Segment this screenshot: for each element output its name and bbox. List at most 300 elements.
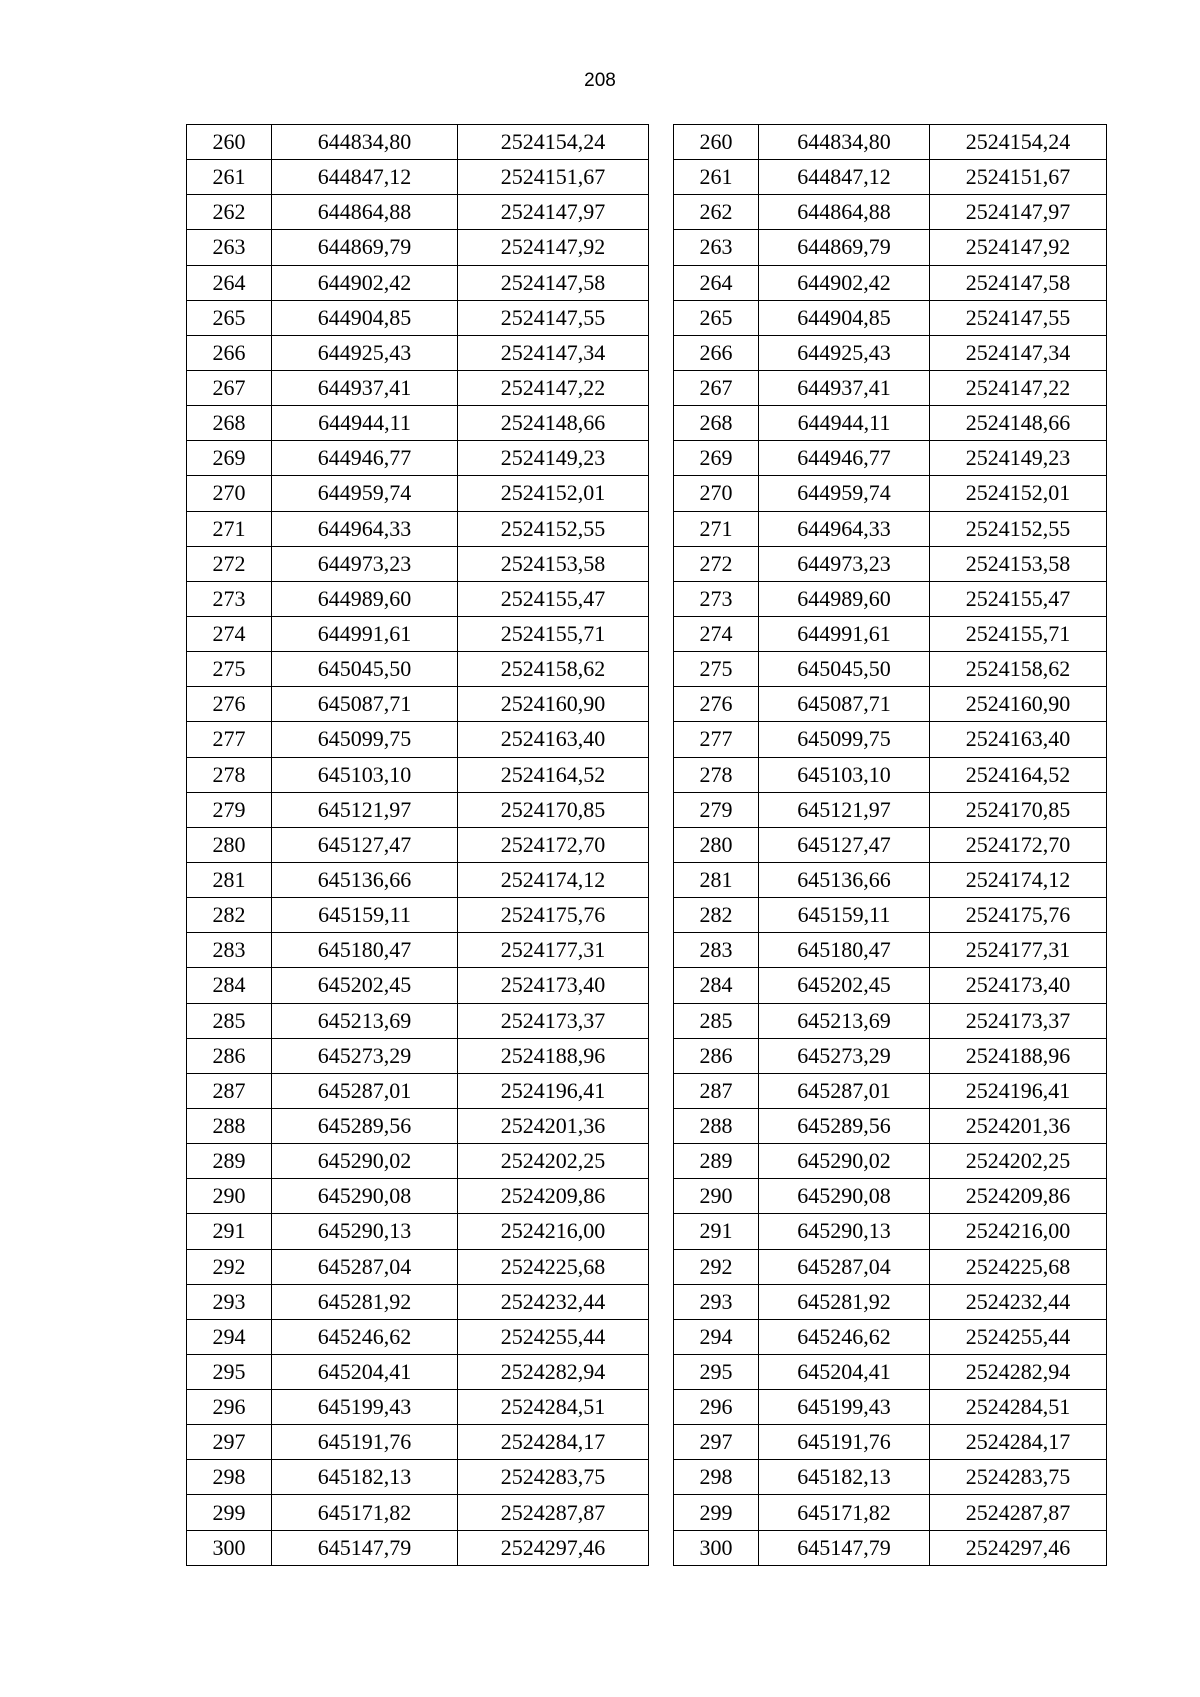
y-coordinate-cell: 2524160,90 bbox=[930, 687, 1107, 722]
point-number-cell: 274 bbox=[187, 616, 272, 651]
y-coordinate-cell: 2524163,40 bbox=[458, 722, 649, 757]
x-coordinate-cell: 645289,56 bbox=[759, 1108, 930, 1143]
point-number-cell: 265 bbox=[187, 300, 272, 335]
x-coordinate-cell: 645199,43 bbox=[759, 1390, 930, 1425]
y-coordinate-cell: 2524152,55 bbox=[458, 511, 649, 546]
y-coordinate-cell: 2524283,75 bbox=[930, 1460, 1107, 1495]
point-number-cell: 291 bbox=[187, 1214, 272, 1249]
x-coordinate-cell: 645045,50 bbox=[759, 652, 930, 687]
y-coordinate-cell: 2524209,86 bbox=[458, 1179, 649, 1214]
coordinates-table-left bbox=[186, 124, 649, 1566]
y-coordinate-cell: 2524148,66 bbox=[930, 406, 1107, 441]
table-row bbox=[674, 687, 1107, 722]
y-coordinate-cell: 2524172,70 bbox=[930, 827, 1107, 862]
point-number-cell: 300 bbox=[187, 1530, 272, 1565]
point-number-cell: 290 bbox=[187, 1179, 272, 1214]
table-row bbox=[674, 441, 1107, 476]
table-row bbox=[187, 300, 649, 335]
y-coordinate-cell: 2524177,31 bbox=[458, 933, 649, 968]
table-row bbox=[187, 616, 649, 651]
x-coordinate-cell: 645147,79 bbox=[759, 1530, 930, 1565]
table-row bbox=[674, 476, 1107, 511]
point-number-cell: 280 bbox=[187, 827, 272, 862]
point-number-cell: 274 bbox=[674, 616, 759, 651]
point-number-cell: 261 bbox=[187, 160, 272, 195]
x-coordinate-cell: 644847,12 bbox=[272, 160, 458, 195]
y-coordinate-cell: 2524147,34 bbox=[930, 335, 1107, 370]
x-coordinate-cell: 645045,50 bbox=[272, 652, 458, 687]
table-row bbox=[187, 230, 649, 265]
point-number-cell: 277 bbox=[187, 722, 272, 757]
point-number-cell: 270 bbox=[674, 476, 759, 511]
table-body bbox=[187, 125, 649, 1566]
y-coordinate-cell: 2524284,51 bbox=[458, 1390, 649, 1425]
table-row bbox=[674, 827, 1107, 862]
x-coordinate-cell: 645147,79 bbox=[272, 1530, 458, 1565]
y-coordinate-cell: 2524158,62 bbox=[458, 652, 649, 687]
y-coordinate-cell: 2524175,76 bbox=[930, 898, 1107, 933]
x-coordinate-cell: 644946,77 bbox=[759, 441, 930, 476]
x-coordinate-cell: 645273,29 bbox=[759, 1038, 930, 1073]
y-coordinate-cell: 2524151,67 bbox=[930, 160, 1107, 195]
y-coordinate-cell: 2524154,24 bbox=[930, 125, 1107, 160]
y-coordinate-cell: 2524148,66 bbox=[458, 406, 649, 441]
y-coordinate-cell: 2524201,36 bbox=[930, 1108, 1107, 1143]
point-number-cell: 298 bbox=[674, 1460, 759, 1495]
table-row bbox=[674, 862, 1107, 897]
y-coordinate-cell: 2524147,58 bbox=[930, 265, 1107, 300]
point-number-cell: 284 bbox=[187, 968, 272, 1003]
table-row bbox=[187, 125, 649, 160]
point-number-cell: 266 bbox=[674, 335, 759, 370]
table-row bbox=[187, 687, 649, 722]
table-row bbox=[187, 1038, 649, 1073]
table-row bbox=[674, 1179, 1107, 1214]
table-row bbox=[674, 160, 1107, 195]
x-coordinate-cell: 645121,97 bbox=[759, 792, 930, 827]
table-row bbox=[187, 968, 649, 1003]
point-number-cell: 286 bbox=[187, 1038, 272, 1073]
table-row bbox=[674, 406, 1107, 441]
y-coordinate-cell: 2524232,44 bbox=[458, 1284, 649, 1319]
x-coordinate-cell: 644989,60 bbox=[759, 581, 930, 616]
x-coordinate-cell: 644937,41 bbox=[759, 370, 930, 405]
x-coordinate-cell: 645273,29 bbox=[272, 1038, 458, 1073]
y-coordinate-cell: 2524147,97 bbox=[930, 195, 1107, 230]
x-coordinate-cell: 645159,11 bbox=[272, 898, 458, 933]
x-coordinate-cell: 645199,43 bbox=[272, 1390, 458, 1425]
x-coordinate-cell: 645290,08 bbox=[272, 1179, 458, 1214]
y-coordinate-cell: 2524209,86 bbox=[930, 1179, 1107, 1214]
x-coordinate-cell: 644834,80 bbox=[759, 125, 930, 160]
table-row bbox=[674, 1425, 1107, 1460]
table-row bbox=[674, 757, 1107, 792]
point-number-cell: 264 bbox=[187, 265, 272, 300]
table-row bbox=[674, 898, 1107, 933]
table-row bbox=[674, 1460, 1107, 1495]
point-number-cell: 271 bbox=[187, 511, 272, 546]
x-coordinate-cell: 645171,82 bbox=[759, 1495, 930, 1530]
point-number-cell: 269 bbox=[674, 441, 759, 476]
x-coordinate-cell: 645099,75 bbox=[759, 722, 930, 757]
point-number-cell: 288 bbox=[674, 1108, 759, 1143]
table-row bbox=[674, 335, 1107, 370]
point-number-cell: 291 bbox=[674, 1214, 759, 1249]
point-number-cell: 283 bbox=[187, 933, 272, 968]
x-coordinate-cell: 644959,74 bbox=[272, 476, 458, 511]
table-row bbox=[187, 1460, 649, 1495]
point-number-cell: 278 bbox=[674, 757, 759, 792]
point-number-cell: 279 bbox=[674, 792, 759, 827]
x-coordinate-cell: 645171,82 bbox=[272, 1495, 458, 1530]
x-coordinate-cell: 644944,11 bbox=[272, 406, 458, 441]
point-number-cell: 287 bbox=[187, 1073, 272, 1108]
point-number-cell: 267 bbox=[187, 370, 272, 405]
table-row bbox=[674, 1249, 1107, 1284]
point-number-cell: 268 bbox=[187, 406, 272, 441]
y-coordinate-cell: 2524196,41 bbox=[930, 1073, 1107, 1108]
table-row bbox=[187, 1108, 649, 1143]
x-coordinate-cell: 645159,11 bbox=[759, 898, 930, 933]
point-number-cell: 262 bbox=[187, 195, 272, 230]
x-coordinate-cell: 645246,62 bbox=[272, 1319, 458, 1354]
y-coordinate-cell: 2524152,01 bbox=[930, 476, 1107, 511]
x-coordinate-cell: 645103,10 bbox=[759, 757, 930, 792]
y-coordinate-cell: 2524201,36 bbox=[458, 1108, 649, 1143]
table-row bbox=[187, 1354, 649, 1389]
x-coordinate-cell: 645191,76 bbox=[759, 1425, 930, 1460]
table-row bbox=[187, 1214, 649, 1249]
table-row bbox=[187, 1179, 649, 1214]
point-number-cell: 261 bbox=[674, 160, 759, 195]
table-row bbox=[187, 1319, 649, 1354]
point-number-cell: 272 bbox=[187, 546, 272, 581]
x-coordinate-cell: 644937,41 bbox=[272, 370, 458, 405]
y-coordinate-cell: 2524216,00 bbox=[458, 1214, 649, 1249]
table-row bbox=[674, 1319, 1107, 1354]
table-row bbox=[187, 757, 649, 792]
x-coordinate-cell: 644869,79 bbox=[272, 230, 458, 265]
table-row bbox=[187, 1003, 649, 1038]
table-row bbox=[674, 511, 1107, 546]
y-coordinate-cell: 2524164,52 bbox=[930, 757, 1107, 792]
table-row bbox=[674, 265, 1107, 300]
x-coordinate-cell: 645213,69 bbox=[272, 1003, 458, 1038]
point-number-cell: 267 bbox=[674, 370, 759, 405]
y-coordinate-cell: 2524155,71 bbox=[930, 616, 1107, 651]
point-number-cell: 266 bbox=[187, 335, 272, 370]
point-number-cell: 288 bbox=[187, 1108, 272, 1143]
x-coordinate-cell: 645087,71 bbox=[759, 687, 930, 722]
point-number-cell: 299 bbox=[187, 1495, 272, 1530]
x-coordinate-cell: 645287,01 bbox=[759, 1073, 930, 1108]
table-body bbox=[674, 125, 1107, 1566]
table-row bbox=[674, 1073, 1107, 1108]
x-coordinate-cell: 644834,80 bbox=[272, 125, 458, 160]
y-coordinate-cell: 2524177,31 bbox=[930, 933, 1107, 968]
y-coordinate-cell: 2524149,23 bbox=[458, 441, 649, 476]
point-number-cell: 289 bbox=[674, 1144, 759, 1179]
x-coordinate-cell: 644973,23 bbox=[272, 546, 458, 581]
point-number-cell: 273 bbox=[187, 581, 272, 616]
x-coordinate-cell: 644989,60 bbox=[272, 581, 458, 616]
point-number-cell: 276 bbox=[187, 687, 272, 722]
y-coordinate-cell: 2524152,55 bbox=[930, 511, 1107, 546]
x-coordinate-cell: 645281,92 bbox=[272, 1284, 458, 1319]
point-number-cell: 273 bbox=[674, 581, 759, 616]
x-coordinate-cell: 645136,66 bbox=[759, 862, 930, 897]
y-coordinate-cell: 2524173,37 bbox=[930, 1003, 1107, 1038]
page-number: 208 bbox=[584, 70, 616, 91]
table-row bbox=[187, 441, 649, 476]
x-coordinate-cell: 645246,62 bbox=[759, 1319, 930, 1354]
y-coordinate-cell: 2524158,62 bbox=[930, 652, 1107, 687]
x-coordinate-cell: 644904,85 bbox=[759, 300, 930, 335]
point-number-cell: 284 bbox=[674, 968, 759, 1003]
x-coordinate-cell: 645182,13 bbox=[759, 1460, 930, 1495]
table-row bbox=[674, 933, 1107, 968]
point-number-cell: 279 bbox=[187, 792, 272, 827]
table-row bbox=[187, 1249, 649, 1284]
x-coordinate-cell: 645287,04 bbox=[272, 1249, 458, 1284]
y-coordinate-cell: 2524147,58 bbox=[458, 265, 649, 300]
table-row bbox=[187, 1390, 649, 1425]
y-coordinate-cell: 2524196,41 bbox=[458, 1073, 649, 1108]
y-coordinate-cell: 2524147,92 bbox=[458, 230, 649, 265]
point-number-cell: 285 bbox=[187, 1003, 272, 1038]
point-number-cell: 299 bbox=[674, 1495, 759, 1530]
table-row bbox=[674, 652, 1107, 687]
point-number-cell: 294 bbox=[187, 1319, 272, 1354]
table-row bbox=[187, 652, 649, 687]
point-number-cell: 282 bbox=[187, 898, 272, 933]
x-coordinate-cell: 645290,13 bbox=[759, 1214, 930, 1249]
x-coordinate-cell: 645290,13 bbox=[272, 1214, 458, 1249]
table-row bbox=[674, 1038, 1107, 1073]
y-coordinate-cell: 2524287,87 bbox=[458, 1495, 649, 1530]
point-number-cell: 280 bbox=[674, 827, 759, 862]
y-coordinate-cell: 2524283,75 bbox=[458, 1460, 649, 1495]
table-row bbox=[187, 1144, 649, 1179]
table-row bbox=[674, 1144, 1107, 1179]
y-coordinate-cell: 2524297,46 bbox=[458, 1530, 649, 1565]
point-number-cell: 271 bbox=[674, 511, 759, 546]
y-coordinate-cell: 2524155,71 bbox=[458, 616, 649, 651]
table-row bbox=[674, 546, 1107, 581]
y-coordinate-cell: 2524175,76 bbox=[458, 898, 649, 933]
table-row bbox=[674, 1108, 1107, 1143]
x-coordinate-cell: 645191,76 bbox=[272, 1425, 458, 1460]
y-coordinate-cell: 2524155,47 bbox=[930, 581, 1107, 616]
table-row bbox=[187, 160, 649, 195]
table-row bbox=[187, 1495, 649, 1530]
point-number-cell: 263 bbox=[187, 230, 272, 265]
table-row bbox=[187, 933, 649, 968]
table-row bbox=[674, 1284, 1107, 1319]
table-row bbox=[674, 230, 1107, 265]
y-coordinate-cell: 2524287,87 bbox=[930, 1495, 1107, 1530]
y-coordinate-cell: 2524225,68 bbox=[930, 1249, 1107, 1284]
x-coordinate-cell: 644864,88 bbox=[759, 195, 930, 230]
point-number-cell: 297 bbox=[187, 1425, 272, 1460]
point-number-cell: 293 bbox=[674, 1284, 759, 1319]
y-coordinate-cell: 2524282,94 bbox=[458, 1354, 649, 1389]
table-row bbox=[187, 898, 649, 933]
y-coordinate-cell: 2524147,55 bbox=[458, 300, 649, 335]
y-coordinate-cell: 2524297,46 bbox=[930, 1530, 1107, 1565]
x-coordinate-cell: 645103,10 bbox=[272, 757, 458, 792]
x-coordinate-cell: 645290,08 bbox=[759, 1179, 930, 1214]
x-coordinate-cell: 644847,12 bbox=[759, 160, 930, 195]
table-row bbox=[187, 792, 649, 827]
table-row bbox=[187, 370, 649, 405]
x-coordinate-cell: 644904,85 bbox=[272, 300, 458, 335]
y-coordinate-cell: 2524170,85 bbox=[930, 792, 1107, 827]
y-coordinate-cell: 2524147,22 bbox=[458, 370, 649, 405]
point-number-cell: 265 bbox=[674, 300, 759, 335]
point-number-cell: 285 bbox=[674, 1003, 759, 1038]
table-row bbox=[187, 195, 649, 230]
y-coordinate-cell: 2524255,44 bbox=[458, 1319, 649, 1354]
point-number-cell: 278 bbox=[187, 757, 272, 792]
y-coordinate-cell: 2524164,52 bbox=[458, 757, 649, 792]
table-row bbox=[187, 511, 649, 546]
y-coordinate-cell: 2524202,25 bbox=[458, 1144, 649, 1179]
x-coordinate-cell: 645202,45 bbox=[272, 968, 458, 1003]
table-row bbox=[674, 1390, 1107, 1425]
point-number-cell: 277 bbox=[674, 722, 759, 757]
point-number-cell: 293 bbox=[187, 1284, 272, 1319]
table-row bbox=[674, 300, 1107, 335]
y-coordinate-cell: 2524174,12 bbox=[930, 862, 1107, 897]
x-coordinate-cell: 645127,47 bbox=[759, 827, 930, 862]
point-number-cell: 296 bbox=[674, 1390, 759, 1425]
x-coordinate-cell: 645087,71 bbox=[272, 687, 458, 722]
y-coordinate-cell: 2524284,17 bbox=[458, 1425, 649, 1460]
table-row bbox=[674, 1214, 1107, 1249]
x-coordinate-cell: 644902,42 bbox=[759, 265, 930, 300]
x-coordinate-cell: 645204,41 bbox=[759, 1354, 930, 1389]
point-number-cell: 272 bbox=[674, 546, 759, 581]
y-coordinate-cell: 2524153,58 bbox=[930, 546, 1107, 581]
point-number-cell: 295 bbox=[187, 1354, 272, 1389]
table-row bbox=[187, 581, 649, 616]
y-coordinate-cell: 2524152,01 bbox=[458, 476, 649, 511]
x-coordinate-cell: 645180,47 bbox=[759, 933, 930, 968]
table-row bbox=[187, 335, 649, 370]
table-row bbox=[674, 125, 1107, 160]
x-coordinate-cell: 645287,04 bbox=[759, 1249, 930, 1284]
y-coordinate-cell: 2524173,37 bbox=[458, 1003, 649, 1038]
y-coordinate-cell: 2524173,40 bbox=[458, 968, 649, 1003]
point-number-cell: 281 bbox=[674, 862, 759, 897]
table-row bbox=[187, 265, 649, 300]
x-coordinate-cell: 645182,13 bbox=[272, 1460, 458, 1495]
coordinates-table-right bbox=[673, 124, 1107, 1566]
y-coordinate-cell: 2524147,22 bbox=[930, 370, 1107, 405]
x-coordinate-cell: 644959,74 bbox=[759, 476, 930, 511]
y-coordinate-cell: 2524153,58 bbox=[458, 546, 649, 581]
x-coordinate-cell: 644973,23 bbox=[759, 546, 930, 581]
x-coordinate-cell: 644991,61 bbox=[272, 616, 458, 651]
x-coordinate-cell: 645202,45 bbox=[759, 968, 930, 1003]
x-coordinate-cell: 644944,11 bbox=[759, 406, 930, 441]
y-coordinate-cell: 2524147,55 bbox=[930, 300, 1107, 335]
table-row bbox=[674, 616, 1107, 651]
table-row bbox=[187, 862, 649, 897]
point-number-cell: 263 bbox=[674, 230, 759, 265]
x-coordinate-cell: 645287,01 bbox=[272, 1073, 458, 1108]
table-row bbox=[674, 968, 1107, 1003]
x-coordinate-cell: 645099,75 bbox=[272, 722, 458, 757]
x-coordinate-cell: 645289,56 bbox=[272, 1108, 458, 1143]
table-row bbox=[187, 1073, 649, 1108]
table-row bbox=[187, 722, 649, 757]
table-row bbox=[187, 406, 649, 441]
x-coordinate-cell: 644864,88 bbox=[272, 195, 458, 230]
y-coordinate-cell: 2524174,12 bbox=[458, 862, 649, 897]
y-coordinate-cell: 2524147,97 bbox=[458, 195, 649, 230]
x-coordinate-cell: 644946,77 bbox=[272, 441, 458, 476]
x-coordinate-cell: 645136,66 bbox=[272, 862, 458, 897]
point-number-cell: 290 bbox=[674, 1179, 759, 1214]
x-coordinate-cell: 645281,92 bbox=[759, 1284, 930, 1319]
y-coordinate-cell: 2524147,92 bbox=[930, 230, 1107, 265]
x-coordinate-cell: 644925,43 bbox=[272, 335, 458, 370]
table-row bbox=[187, 546, 649, 581]
y-coordinate-cell: 2524255,44 bbox=[930, 1319, 1107, 1354]
x-coordinate-cell: 644925,43 bbox=[759, 335, 930, 370]
y-coordinate-cell: 2524172,70 bbox=[458, 827, 649, 862]
table-row bbox=[674, 1530, 1107, 1565]
point-number-cell: 270 bbox=[187, 476, 272, 511]
point-number-cell: 298 bbox=[187, 1460, 272, 1495]
point-number-cell: 276 bbox=[674, 687, 759, 722]
table-row bbox=[674, 370, 1107, 405]
x-coordinate-cell: 644902,42 bbox=[272, 265, 458, 300]
y-coordinate-cell: 2524154,24 bbox=[458, 125, 649, 160]
x-coordinate-cell: 645180,47 bbox=[272, 933, 458, 968]
point-number-cell: 289 bbox=[187, 1144, 272, 1179]
y-coordinate-cell: 2524216,00 bbox=[930, 1214, 1107, 1249]
x-coordinate-cell: 645121,97 bbox=[272, 792, 458, 827]
point-number-cell: 287 bbox=[674, 1073, 759, 1108]
table-row bbox=[674, 722, 1107, 757]
y-coordinate-cell: 2524160,90 bbox=[458, 687, 649, 722]
y-coordinate-cell: 2524282,94 bbox=[930, 1354, 1107, 1389]
point-number-cell: 260 bbox=[674, 125, 759, 160]
y-coordinate-cell: 2524151,67 bbox=[458, 160, 649, 195]
x-coordinate-cell: 645204,41 bbox=[272, 1354, 458, 1389]
table-row bbox=[674, 581, 1107, 616]
table-row bbox=[187, 1425, 649, 1460]
table-row bbox=[674, 195, 1107, 230]
y-coordinate-cell: 2524170,85 bbox=[458, 792, 649, 827]
y-coordinate-cell: 2524147,34 bbox=[458, 335, 649, 370]
point-number-cell: 281 bbox=[187, 862, 272, 897]
point-number-cell: 275 bbox=[674, 652, 759, 687]
point-number-cell: 292 bbox=[187, 1249, 272, 1284]
point-number-cell: 260 bbox=[187, 125, 272, 160]
table-row bbox=[187, 1284, 649, 1319]
x-coordinate-cell: 645127,47 bbox=[272, 827, 458, 862]
table-row bbox=[674, 1354, 1107, 1389]
point-number-cell: 282 bbox=[674, 898, 759, 933]
x-coordinate-cell: 645290,02 bbox=[759, 1144, 930, 1179]
y-coordinate-cell: 2524188,96 bbox=[458, 1038, 649, 1073]
y-coordinate-cell: 2524232,44 bbox=[930, 1284, 1107, 1319]
table-row bbox=[674, 1495, 1107, 1530]
